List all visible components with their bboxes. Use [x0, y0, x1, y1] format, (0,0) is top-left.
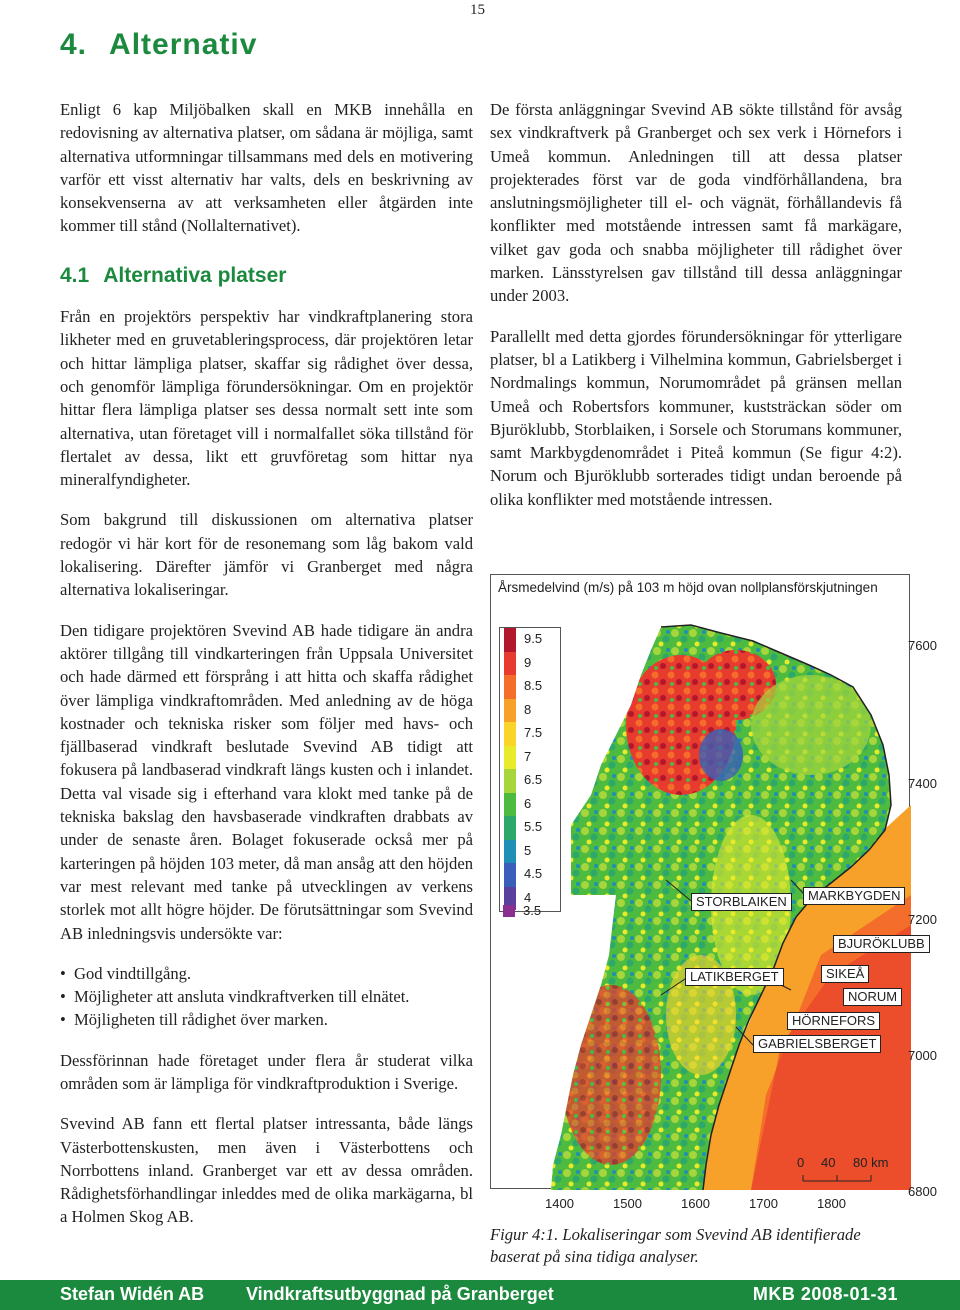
legend-item: [503, 905, 561, 929]
page-number: 15: [470, 2, 485, 18]
scale-label: 40: [821, 1155, 836, 1170]
legend-swatch: [504, 722, 516, 746]
y-tick-label: 7000: [908, 1048, 937, 1063]
scale-label: 80 km: [853, 1155, 889, 1170]
paragraph: Dessförinnan hade företaget under flera år studerat vilka områden som är lämpliga för vindkraftproduktion i Sverige.: [60, 1050, 473, 1093]
paragraph: Svevind AB fann ett flertal platser intressanta, både längs Västerbottenskusten, men även i Västerbottens och Norrbottens inland. Granberget var ett av dessa områden. Rådighetsförhandlingar inleddes med de olika markägarna, bl a Holmen Skog AB.: [60, 1114, 473, 1227]
paragraph: Som bakgrund till diskussionen om alternativa platser redogör vi här kort för de resonemang som låg bakom vald lokalisering. Därefter jämför vi Granberget med några alternativa lokaliseringar.: [60, 510, 473, 600]
bullet-item: • Möjligheten till rådighet över marken.: [60, 1008, 473, 1031]
chapter-number: 4.: [60, 28, 88, 61]
x-tick-label: 1800: [817, 1196, 846, 1211]
legend-swatch: [504, 816, 516, 840]
legend-item: [504, 628, 562, 652]
legend-swatch: [504, 699, 516, 723]
paragraph: Den tidigare projektören Svevind AB hade tidigare än andra aktörer tillgång till vindkarteringen från Uppsala Universitet och hade därmed ett försprång i att hitta och skaffa rådighet över lämpliga vindkraftområden. Med anledning av de höga kostnader och tekniska risker som följer med havs- och fjällbaserad vindkraft beslutade Svevind AB tidigt att fokusera på landbaserad vindkraft längs kusten och i inlandet. Detta val visade sig i efterhand vara klokt med tanke på de tekniska bakslag den havsbaserade vindkraften drabbats av under de senaste åren. Bolaget fokuserade också mer på karteringen på höjden 103 meter, då man ansåg att den höjden var mest relevant med tanke på utvecklingen av verkens storlek mot allt högre höjder. De förutsättningar som Svevind AB inledningsvis undersökte var:: [60, 620, 473, 943]
y-tick-label: 7400: [908, 776, 937, 791]
legend-swatch: [504, 863, 516, 887]
y-tick-label: 6800: [908, 1184, 937, 1199]
section-number: 4.1: [60, 263, 90, 287]
place-label-bjuroklubb: BJURÖKLUBB: [833, 935, 930, 953]
x-tick-label: 1400: [545, 1196, 574, 1211]
left-column: [60, 98, 473, 1246]
paragraph: Parallellt med detta gjordes förundersökningar för ytterligare platser, bl a Latikberg i Vilhelmina kommun, Gabrielsberget i Nordmalings kommun, Norumområdet på gränsen mellan Umeå och Robertsfors kommuner, kuststräckan söder om Bjuröklubb, Storblaiken, i Sorsele och Storumans kommuner, samt Markbygdenområdet i Piteå kommun (Se figur 4:2). Norum och Bjuröklubb sorterades tidigt undan beroende på olika konflikter med motstående intressen.: [490, 326, 902, 509]
x-tick-label: 1500: [613, 1196, 642, 1211]
legend-swatch: [504, 793, 516, 817]
legend-label: 5: [524, 842, 532, 858]
legend-item: [504, 675, 562, 699]
legend-label: 9: [524, 654, 532, 670]
legend-swatch: [504, 769, 516, 793]
legend-swatch: [504, 840, 516, 864]
legend-label: 9.5: [524, 631, 543, 646]
legend-swatch: [504, 746, 516, 770]
legend-label: 7: [524, 748, 532, 764]
legend-swatch: [504, 628, 516, 652]
legend-swatch: [503, 905, 515, 917]
legend-label: 5.5: [524, 819, 543, 834]
map-figure: [490, 574, 950, 1214]
legend-label: 6.5: [524, 772, 543, 787]
legend-item: [504, 816, 562, 840]
bullet-item: • Möjligheter att ansluta vindkraftverken till elnätet.: [60, 985, 473, 1008]
section-title-text: Alternativa platser: [103, 263, 287, 287]
intro-paragraph: Enligt 6 kap Miljöbalken skall en MKB innehålla en redovisning av alternativa platser, om sådana är möjliga, samt alternativa utformningar tillsammans med dels en motivering varför ett visst alternativ har valts, dels en beskrivning av konsekvenserna av att verksamheten eller åtgärden inte kommer till stånd (Nollalternativet).: [60, 100, 473, 236]
legend-swatch: [504, 675, 516, 699]
section-title: [60, 264, 473, 287]
chapter-title-text: Alternativ: [109, 28, 258, 61]
legend-item: [504, 699, 562, 723]
legend-swatch: [504, 652, 516, 676]
legend-item: [504, 793, 562, 817]
legend-label: 7.5: [524, 725, 543, 740]
bullet-item: • God vindtillgång.: [60, 962, 473, 985]
place-label-gabrielsberget: GABRIELSBERGET: [753, 1035, 881, 1053]
legend-label: 3.5: [523, 903, 542, 918]
legend-label: 4.5: [524, 866, 543, 881]
paragraph: Från en projektörs perspektiv har vindkraftplanering stora likheter med en gruvetableringsprocess, där projektören letar och hittar lämpliga platser, skaffar sig rådighet över dessa, och genomför lämpliga förundersökningar. Om en projektör hittar flera lämpliga platser ses dessa normalt sett inte som alternativa, utan företaget vill i normalfallet söka tillstånd för flertalet av dessa, likt ett gruvföretag som hittar nya mineralfyndigheter.: [60, 307, 473, 490]
place-label-markbygden: MARKBYGDEN: [803, 887, 905, 905]
footer-project: Vindkraftsutbyggnad på Granberget: [246, 1284, 554, 1304]
paragraph: De första anläggningar Svevind AB sökte tillstånd för avsåg sex vindkraftverk på Granberget och sex verk i Hörnefors i Umeå kommun. Anledningen till att dessa platser projekterades först var de goda vindförhållandena, bra anslutningsmöjligheter till el- och vägnät, förhållandevis få konflikter med motstående intressen samt få markägare, vilket gav goda och snabba möjligheter till rådighet över marken. Länsstyrelsen gav tillstånd till dessa anläggningar under 2003.: [490, 100, 902, 306]
legend-item: [504, 652, 562, 676]
figure-caption: Figur 4:1. Lokaliseringar som Svevind AB identifierade baserat på sina tidiga analyser.: [490, 1225, 861, 1266]
place-label-latikberget: LATIKBERGET: [685, 968, 784, 986]
x-tick-label: 1700: [749, 1196, 778, 1211]
chapter-title: [60, 28, 257, 62]
right-column: [490, 98, 902, 528]
bullet-list: [60, 962, 473, 1032]
legend-item: [504, 722, 562, 746]
footer-bar: [0, 1280, 960, 1310]
legend-item: [504, 746, 562, 770]
legend-label: 8.5: [524, 678, 543, 693]
legend-label: 8: [524, 701, 532, 717]
y-tick-label: 7200: [908, 912, 937, 927]
legend-item: [504, 863, 562, 887]
place-label-norum: NORUM: [843, 988, 902, 1006]
scale-label: 0: [797, 1155, 805, 1170]
footer-company: Stefan Widén AB: [60, 1284, 205, 1304]
place-label-storblaiken: STORBLAIKEN: [691, 893, 792, 911]
map-legend: [499, 627, 561, 912]
place-label-hornefors: HÖRNEFORS: [787, 1012, 880, 1030]
legend-label: 4: [524, 889, 532, 905]
y-tick-label: 7600: [908, 638, 937, 653]
legend-item: [504, 840, 562, 864]
legend-item: [504, 769, 562, 793]
place-label-sikea: SIKEÅ: [821, 965, 869, 983]
map-title: Årsmedelvind (m/s) på 103 m höjd ovan nollplansförskjutningen: [498, 580, 878, 595]
x-tick-label: 1600: [681, 1196, 710, 1211]
legend-label: 6: [524, 795, 532, 811]
footer-document-id: MKB 2008-01-31: [752, 1284, 898, 1304]
